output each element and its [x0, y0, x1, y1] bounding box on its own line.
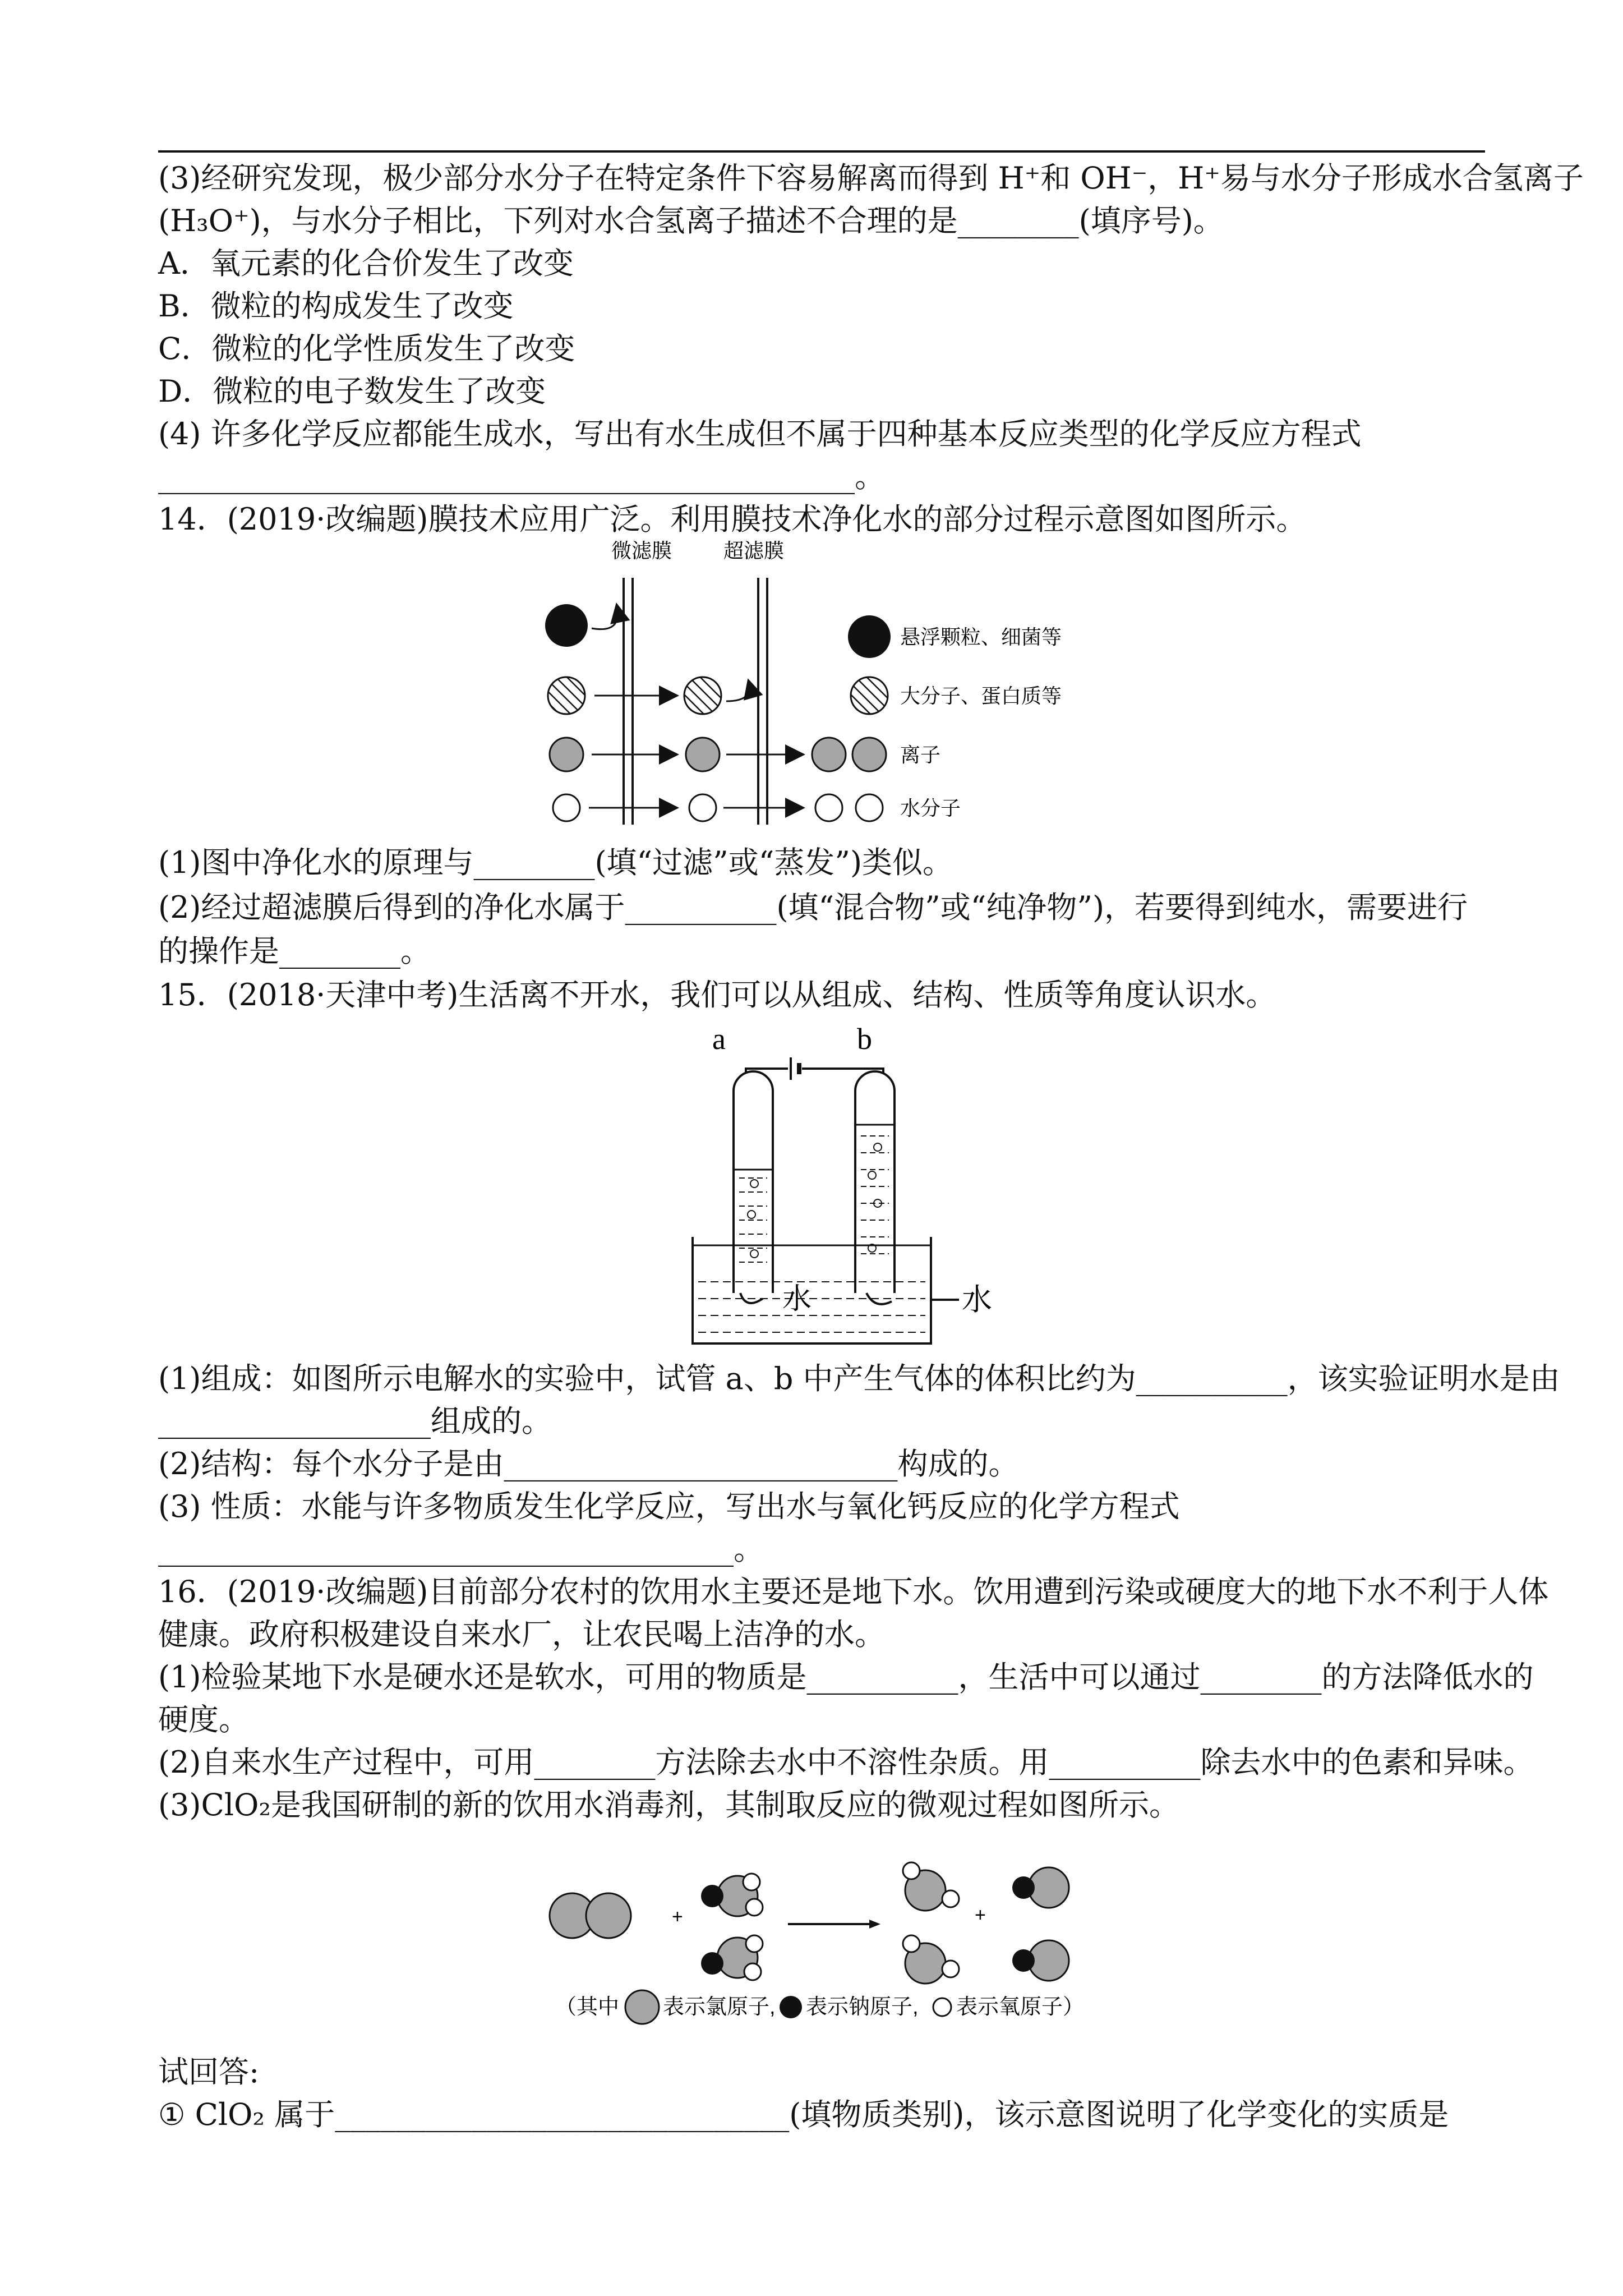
ion [550, 738, 583, 771]
plus-sign-2: + [975, 1904, 986, 1926]
q15-part1-line2: __________________组成的。 [158, 1404, 552, 1439]
sodium-chlorite-molecule [701, 1874, 763, 1916]
q13-part4-line2: ______________________________________________。 [158, 459, 885, 494]
q13-option-a: A．氧元素的化合价发生了改变 [158, 246, 574, 281]
q16-part2: (2)自来水生产过程中，可用________方法除去水中不溶性杂质。用__________除去水中的色素和异味。 [158, 1745, 1534, 1780]
water-label: 水 [962, 1283, 992, 1317]
test-tube-a [734, 1071, 773, 1293]
microfiltration-label: 微滤膜 [611, 539, 672, 562]
q13-part4-line1: (4) 许多化学反应都能生成水，写出有水生成但不属于四种基本反应类型的化学反应方程式 [158, 416, 1362, 452]
q15-part2: (2)结构：每个水分子是由__________________________构成的。 [158, 1446, 1019, 1481]
ion [812, 738, 846, 771]
ion [686, 738, 720, 771]
q16-question-1: ① ClO₂ 属于______________________________(填物质类别)，该示意图说明了化学变化的实质是 [158, 2097, 1449, 2132]
ultrafiltration-label: 超滤膜 [723, 539, 785, 562]
water-molecule [689, 794, 716, 821]
caption-sodium-label: 表示钠原子, [806, 1995, 919, 2019]
q14-part1: (1)图中净化水的原理与________(填“过滤”或“蒸发”)类似。 [158, 845, 953, 880]
q13-part3-line2: (H₃O⁺)，与水分子相比，下列对水合氢离子描述不合理的是________(填序号)。 [158, 203, 1224, 238]
water-molecule [553, 794, 580, 821]
q13-part3-line1: (3)经研究发现，极少部分水分子在特定条件下容易解离而得到 H⁺和 OH⁻，H⁺易与水分子形成水合氢离子 [158, 160, 1584, 196]
legend-suspended-label: 悬浮颗粒、细菌等 [900, 625, 1062, 648]
q15-part3-line1: (3) 性质：水能与许多物质发生化学反应，写出水与氧化钙反应的化学方程式 [158, 1489, 1180, 1524]
caption-chlorine-label: 表示氯原子, [663, 1995, 776, 2019]
chlorine-molecule [550, 1893, 631, 1938]
legend-ion-icon [852, 738, 886, 771]
q16-answer-prompt: 试回答: [158, 2054, 260, 2090]
chlorine-dioxide-molecule [903, 1862, 959, 1911]
water-inside-label: 水 [782, 1283, 812, 1315]
q16-part1-line2: 硬度。 [158, 1702, 249, 1737]
macromolecule [684, 677, 721, 714]
sodium-chloride-molecule [1012, 1940, 1069, 1981]
q16-title-line2: 健康。政府积极建设自来水厂，让农民喝上洁净的水。 [158, 1617, 885, 1652]
label-a: a [712, 1022, 726, 1056]
q15-part3-line2: ______________________________________。 [158, 1531, 764, 1567]
caption-sodium-icon [780, 1996, 802, 2018]
q15-part1-line1: (1)组成：如图所示电解水的实验中，试管 a、b 中产生气体的体积比约为__________，该实验证明水是由 [158, 1361, 1560, 1396]
caption-prefix: （其中 [555, 1995, 620, 2019]
test-tube-b [855, 1071, 895, 1293]
legend-suspended-icon [848, 615, 891, 658]
caption-oxygen-icon [933, 1998, 951, 2016]
q15-title: 15．(2018·天津中考)生活离不开水，我们可以从组成、结构、性质等角度认识水。 [158, 977, 1276, 1013]
clo2-reaction-diagram [544, 1851, 1105, 2031]
q13-option-b: B．微粒的构成发生了改变 [158, 288, 514, 324]
top-rule [158, 150, 1485, 153]
q14-part2-line2: 的操作是________。 [158, 933, 431, 969]
q13-option-c: C．微粒的化学性质发生了改变 [158, 331, 575, 366]
suspended-particle [545, 604, 588, 647]
q16-title-line1: 16．(2019·改编题)目前部分农村的饮用水主要还是地下水。饮用遭到污染或硬度大的地下水不利于人体 [158, 1574, 1549, 1609]
q14-part2-line1: (2)经过超滤膜后得到的净化水属于__________(填“混合物”或“纯净物”)，若要得到纯水，需要进行 [158, 890, 1468, 925]
macromolecule [548, 677, 585, 714]
q13-option-d: D．微粒的电子数发生了改变 [158, 374, 546, 409]
water-molecule [815, 794, 842, 821]
legend-water-label: 水分子 [900, 797, 961, 820]
q14-title: 14．(2019·改编题)膜技术应用广泛。利用膜技术净化水的部分过程示意图如图所示。 [158, 501, 1307, 537]
plus-sign-1: + [672, 1906, 683, 1927]
caption-oxygen-label: 表示氧原子） [956, 1995, 1085, 2019]
microfiltration-membrane [624, 578, 633, 825]
sodium-chloride-molecule [1012, 1867, 1069, 1908]
sodium-chlorite-molecule [701, 1935, 763, 1980]
water-electrolysis-diagram [684, 1018, 993, 1349]
legend-ion-label: 离子 [900, 743, 941, 766]
caption-chlorine-icon [625, 1990, 659, 2024]
membrane-filtration-diagram [538, 539, 1099, 830]
ultrafiltration-membrane [758, 578, 767, 825]
chlorine-dioxide-molecule [903, 1935, 959, 1984]
label-b: b [857, 1022, 872, 1056]
q16-part1-line1: (1)检验某地下水是硬水还是软水，可用的物质是__________，生活中可以通过________的方法降低水的 [158, 1659, 1534, 1695]
legend-macromolecule-icon [851, 677, 888, 714]
q16-part3: (3)ClO₂是我国研制的新的饮用水消毒剂，其制取反应的微观过程如图所示。 [158, 1787, 1179, 1823]
legend-macromolecule-label: 大分子、蛋白质等 [900, 684, 1062, 707]
legend-water-icon [856, 794, 883, 821]
